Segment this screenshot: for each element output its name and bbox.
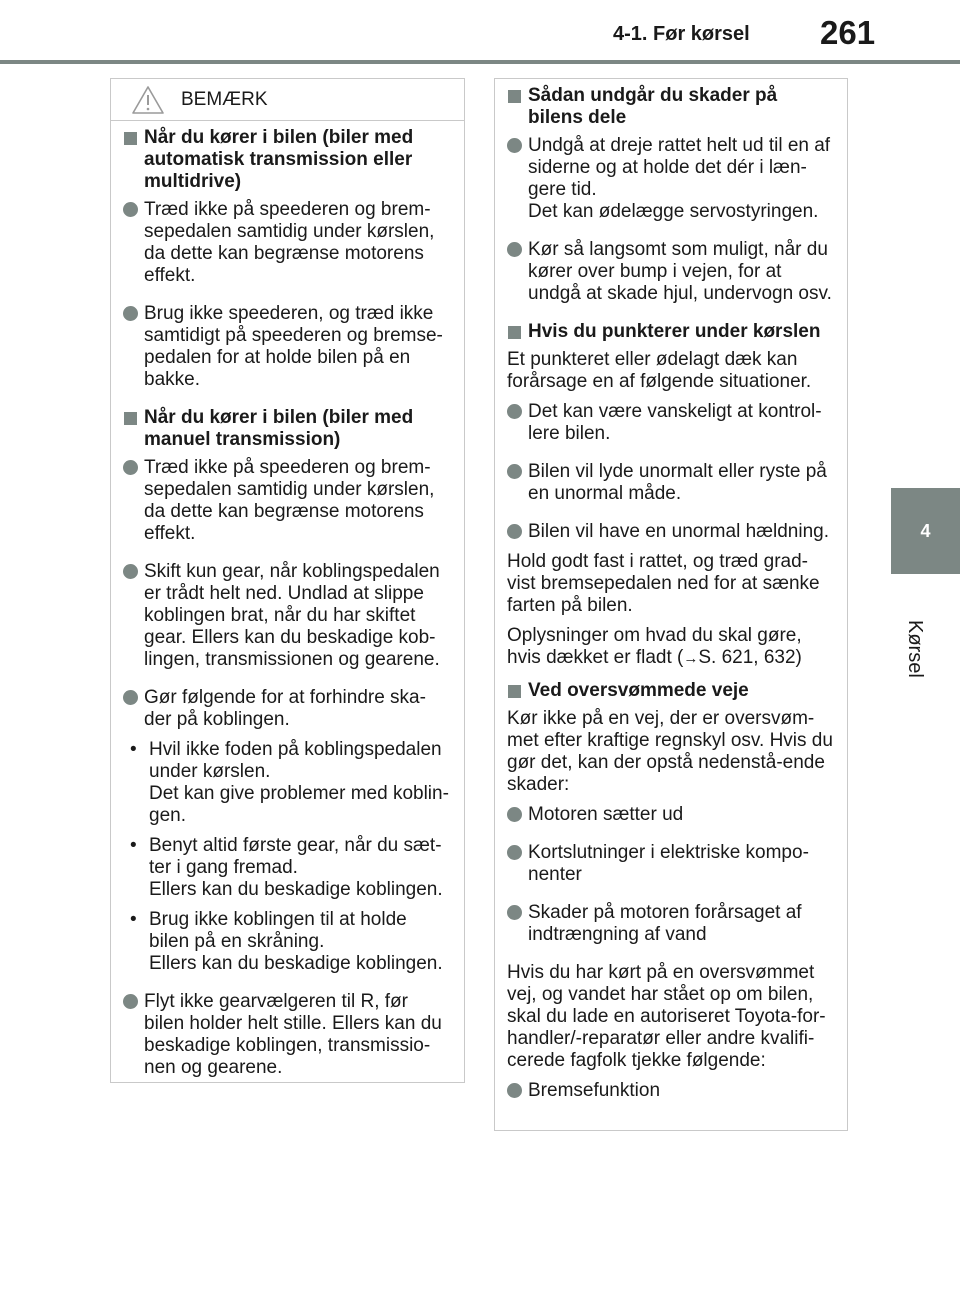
sub-list-text: • Hvil ikke foden på koblingspedalen under kørslen.	[149, 739, 442, 782]
list-item: Kør så langsomt som muligt, når du kører over bump i vejen, for at undgå at skade hjul, undervogn osv.	[507, 239, 833, 305]
note-box	[110, 78, 465, 1083]
sub-list-text: • Brug ikke koblingen til at holde bilen på en skråning.	[149, 909, 407, 952]
page-number: 261	[820, 14, 876, 51]
note-box-continued	[494, 78, 848, 1131]
chapter-number: 4	[920, 521, 931, 541]
list-item: Bremsefunktion	[507, 1080, 833, 1102]
page-header	[0, 0, 960, 64]
note-title: BEMÆRK	[181, 89, 268, 110]
list-item: Gør følgende for at forhindre ska-der på koblingen.	[123, 687, 450, 731]
heading-automatic: Når du kører i bilen (biler med automatisk transmission eller multidrive)	[123, 127, 450, 193]
sub-list-note: Ellers kan du beskadige koblingen.	[149, 953, 443, 974]
list-item: Træd ikke på speederen og brem-sepedalen samtidig under kørslen, da dette kan begrænse motorens effekt.	[123, 199, 450, 287]
warning-triangle-icon	[131, 85, 165, 115]
paragraph: Et punkteret eller ødelagt dæk kan forårsage en af følgende situationer.	[507, 349, 812, 392]
sub-list-item	[123, 909, 450, 975]
list-note: Det kan ødelægge servostyringen.	[528, 201, 819, 222]
heading-avoid-damage: Sådan undgår du skader på bilens dele	[507, 85, 833, 129]
paragraph: Hold godt fast i rattet, og træd grad-vist bremsepedalen ned for at sænke farten på bilen.	[507, 551, 820, 616]
list-item: Det kan være vanskeligt at kontrol-lere bilen.	[507, 401, 833, 445]
list-item: Brug ikke speederen, og træd ikke samtidigt på speederen og bremse-pedalen for at holde bilen på en bakke.	[123, 303, 450, 391]
reference-text: Oplysninger om hvad du skal gøre, hvis dækket er fladt (	[507, 625, 802, 668]
list-item: Motoren sætter ud	[507, 804, 833, 826]
sub-list-note: Det kan give problemer med koblin-gen.	[149, 783, 449, 826]
paragraph-reference	[507, 625, 833, 670]
sub-list-text: • Benyt altid første gear, når du sæt-ter i gang fremad.	[149, 835, 442, 878]
chapter-tab	[891, 488, 960, 574]
section-title: 4-1. Før kørsel	[613, 23, 750, 45]
sub-list-item	[123, 739, 450, 827]
list-item: Kortslutninger i elektriske kompo-nenter	[507, 842, 833, 886]
list-item	[507, 135, 833, 223]
list-text: Undgå at dreje rattet helt ud til en af siderne og at holde det dér i læn-gere tid.	[528, 135, 831, 200]
heading-puncture: Hvis du punkterer under kørslen	[507, 321, 833, 343]
arrow-right-icon: →	[683, 650, 699, 667]
note-content	[111, 127, 464, 1079]
list-item: Skift kun gear, når koblingspedalen er trådt helt ned. Undlad at slippe koblingen brat, når du har skiftet gear. Ellers kan du beskadige kob-lingen, transmissionen og gearene.	[123, 561, 450, 671]
note-header	[111, 79, 464, 121]
list-item: Bilen vil lyde unormalt eller ryste på en unormal måde.	[507, 461, 833, 505]
paragraph: Kør ikke på en vej, der er oversvøm-met efter kraftige regnskyl osv. Hvis du gør det, kan der opstå nedenstå-ende skader:	[507, 708, 833, 795]
page-reference-link[interactable]: S. 621, 632)	[698, 647, 802, 668]
header-rule	[0, 60, 960, 64]
list-item: Bilen vil have en unormal hældning.	[507, 521, 833, 543]
list-item: Træd ikke på speederen og brem-sepedalen samtidig under kørslen, da dette kan begrænse motorens effekt.	[123, 457, 450, 545]
heading-flooded-roads: Ved oversvømmede veje	[507, 680, 833, 702]
chapter-label: Kørsel	[904, 620, 926, 678]
note-content-continued	[495, 79, 847, 1102]
sub-list-item	[123, 835, 450, 901]
list-item: Flyt ikke gearvælgeren til R, før bilen holder helt stille. Ellers kan du beskadige koblingen, transmissio-nen og gearene.	[123, 991, 450, 1079]
sub-list-note: Ellers kan du beskadige koblingen.	[149, 879, 443, 900]
paragraph: Hvis du har kørt på en oversvømmet vej, og vandet har stået op om bilen, skal du lade en autoriseret Toyota-for-handler/-reparatør eller andre kvalifi-cerede fagfolk tjekke følgende:	[507, 962, 826, 1071]
list-item: Skader på motoren forårsaget af indtrængning af vand	[507, 902, 833, 946]
heading-manual: Når du kører i bilen (biler med manuel transmission)	[123, 407, 450, 451]
